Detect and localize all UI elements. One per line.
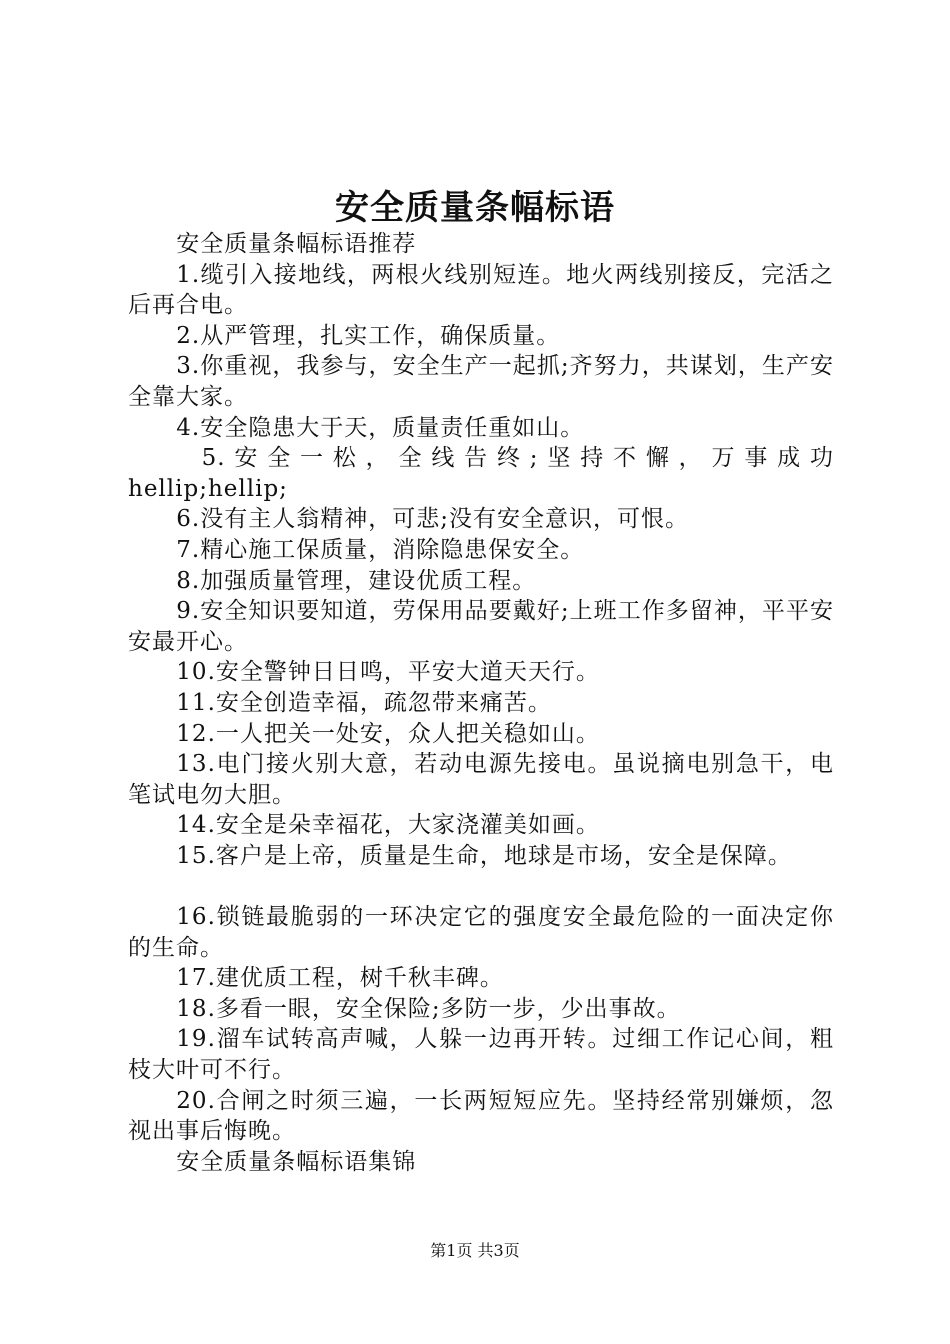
- slogan-4: 4.安全隐患大于天，质量责任重如山。: [176, 414, 585, 441]
- document-title: 安全质量条幅标语: [335, 188, 615, 228]
- slogan-9: 9.安全知识要知道，劳保用品要戴好;上班工作多留神，平平安安最开心。: [128, 598, 834, 655]
- slogan-14: 14.安全是朵幸福花，大家浇灌美如画。: [176, 812, 600, 839]
- slogan-3: 3.你重视，我参与，安全生产一起抓;齐努力，共谋划，生产安全靠大家。: [128, 353, 834, 410]
- slogan-5-tail: hellip;hellip;: [128, 475, 288, 502]
- slogan-18: 18.多看一眼，安全保险;多防一步，少出事故。: [176, 995, 681, 1022]
- slogan-20: 20.合闸之时须三遍，一长两短短应先。坚持经常别嫌烦，忽视出事后悔晚。: [128, 1087, 834, 1145]
- slogan-1: 1.缆引入接地线，两根火线别短连。地火两线别接反，完活之后再合电。: [128, 261, 834, 319]
- slogan-16: 16.锁链最脆弱的一环决定它的强度安全最危险的一面决定你的生命。: [128, 904, 834, 961]
- document-body: [128, 229, 834, 1177]
- slogan-5-text: 5.安全一松，全线告终;坚持不懈，万事成功: [201, 445, 834, 472]
- slogan-11: 11.安全创造幸福，疏忽带来痛苦。: [176, 689, 552, 716]
- slogan-10: 10.安全警钟日日鸣，平安大道天天行。: [176, 659, 600, 686]
- slogan-15: 15.客户是上帝，质量是生命，地球是市场，安全是保障。: [176, 842, 792, 869]
- section-heading-recommend: 安全质量条幅标语推荐: [176, 231, 417, 257]
- slogan-8: 8.加强质量管理，建设优质工程。: [176, 567, 537, 594]
- slogan-17: 17.建优质工程，树千秋丰碑。: [176, 965, 504, 992]
- slogan-19: 19.溜车试转高声喊，人躲一边再开转。过细工作记心间，粗枝大叶可不行。: [128, 1026, 834, 1084]
- page-footer: 第1页 共3页: [430, 1241, 520, 1260]
- slogan-2: 2.从严管理，扎实工作，确保质量。: [176, 322, 561, 349]
- slogan-7: 7.精心施工保质量，消除隐患保安全。: [176, 536, 585, 563]
- slogan-6: 6.没有主人翁精神，可悲;没有安全意识，可恨。: [176, 506, 689, 533]
- slogan-5: [128, 443, 834, 474]
- slogan-13: 13.电门接火别大意，若动电源先接电。虽说摘电别急干，电笔试电勿大胆。: [128, 751, 834, 808]
- section-heading-collection: 安全质量条幅标语集锦: [176, 1148, 417, 1175]
- slogan-12: 12.一人把关一处安，众人把关稳如山。: [176, 720, 600, 747]
